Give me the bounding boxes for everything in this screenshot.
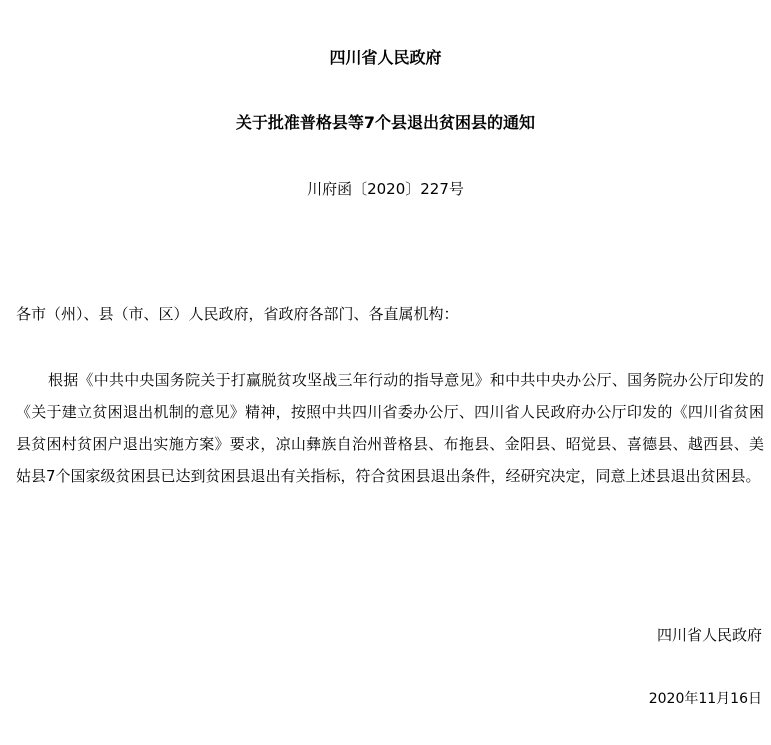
- salutation: 各市（州）、县（市、区）人民政府，省政府各部门、各直属机构：: [16, 305, 459, 323]
- document-number: 川府函〔2020〕227号: [307, 180, 464, 198]
- body-paragraph: 根据《中共中央国务院关于打赢脱贫攻坚战三年行动的指导意见》和中共中央办公厅、国务院办公厅印发的《关于建立贫困退出机制的意见》精神，按照中共四川省委办公厅、四川省人民政府办公厅印发的《四川省贫困县贫困村贫困户退出实施方案》要求，凉山彝族自治州普格县、布拖县、金阳县、昭觉县、喜德县、越西县、美姑县7个国家级贫困县已达到贫困县退出有关指标，符合贫困县退出条件，经研究决定，同意上述县退出贫困县。: [16, 371, 764, 485]
- signature: 四川省人民政府: [656, 626, 762, 644]
- issuer-heading: 四川省人民政府: [329, 48, 442, 67]
- notice-title: 关于批准普格县等7个县退出贫困县的通知: [235, 113, 536, 132]
- issue-date: 2020年11月16日: [648, 691, 762, 707]
